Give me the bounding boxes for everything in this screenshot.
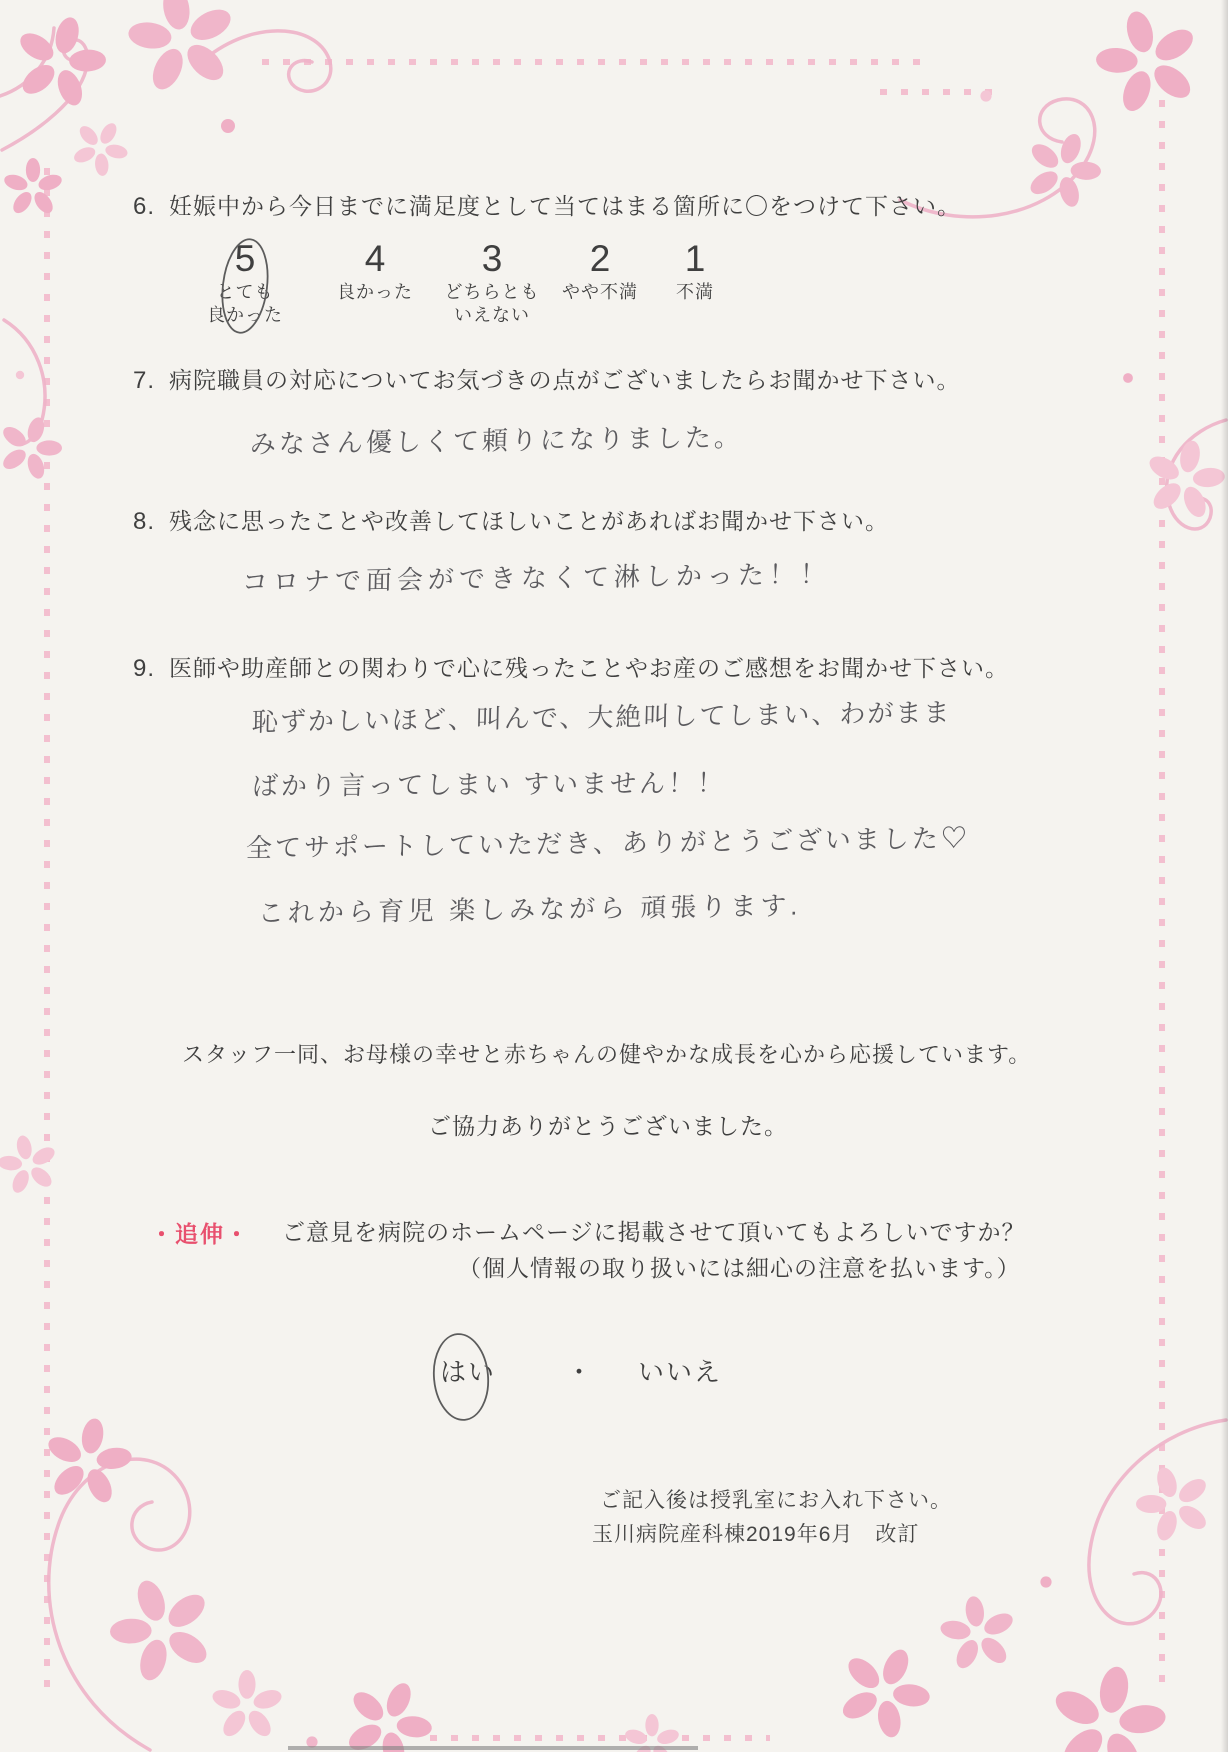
scale-label: やや不満 <box>562 281 638 302</box>
postscript-question: ご意見を病院のホームページに掲載させて頂いてもよろしいですか？ <box>282 1219 1026 1245</box>
question-9-answer-line-3: 全てサポートしていただき、ありがとうございました♡ <box>245 822 971 864</box>
question-9-answer-line-1: 恥ずかしいほど、叫んで、大絶叫してしまい、わがまま <box>251 697 952 738</box>
scale-option-1[interactable] <box>630 240 760 302</box>
question-7-heading <box>133 362 961 395</box>
staff-message: スタッフ一同、お母様の幸せと赤ちゃんの健やかな成長を心から応援しています。 <box>182 1042 1032 1067</box>
option-no[interactable]: いいえ <box>638 1357 723 1387</box>
scale-label: 良かった <box>337 281 413 302</box>
option-separator: ・ <box>566 1357 595 1387</box>
question-6-text: 妊娠中から今日までに満足度として当てはまる箇所に〇をつけて下さい。 <box>169 193 962 219</box>
rating-5-circle-mark <box>216 234 276 338</box>
scale-label: どちらとも <box>444 281 540 302</box>
question-9-text: 医師や助産師との関わりで心に残ったことやお産のご感想をお聞かせ下さい。 <box>169 655 1010 681</box>
question-9-number: 9. <box>133 655 156 682</box>
question-6-number: 6. <box>133 193 156 220</box>
scale-label: 不満 <box>676 281 714 302</box>
scale-value: 1 <box>684 238 706 279</box>
question-7-text: 病院職員の対応についてお気づきの点がございましたらお聞かせ下さい。 <box>169 367 961 393</box>
scan-artifact <box>288 1746 698 1750</box>
scale-label: 良かった <box>207 304 283 325</box>
question-8-answer-handwriting: コロナで面会ができなくて淋しかった！！ <box>241 558 832 598</box>
scale-value: 4 <box>364 238 386 279</box>
scale-value: 2 <box>589 238 611 279</box>
postscript-label: ・追伸・ <box>150 1221 250 1247</box>
question-9-answer-line-4: これから育児 楽しみながら 頑張ります. <box>257 890 802 929</box>
question-7-number: 7. <box>133 367 156 394</box>
thanks-message: ご協力ありがとうございました。 <box>428 1113 788 1139</box>
question-8-heading <box>133 503 889 536</box>
yes-circle-mark <box>426 1330 498 1428</box>
scan-artifact <box>1221 0 1228 1752</box>
scale-value: 3 <box>481 238 503 279</box>
footer-note: ご記入後は授乳室にお入れ下さい。 <box>600 1489 952 1512</box>
question-9-heading <box>133 650 1009 683</box>
scale-value: 5 <box>234 238 256 279</box>
scale-option-4[interactable] <box>310 240 440 302</box>
scale-label: いえない <box>454 304 530 325</box>
question-7-answer-handwriting: みなさん優しくて頼りになりました。 <box>249 422 744 460</box>
question-6-heading <box>133 188 961 221</box>
postscript-note: （個人情報の取り扱いには細心の注意を払います。） <box>458 1255 1021 1281</box>
option-yes[interactable]: はい <box>440 1357 497 1387</box>
question-8-text: 残念に思ったことや改善してほしいことがあればお聞かせ下さい。 <box>169 508 890 534</box>
question-8-number: 8. <box>133 508 156 535</box>
question-9-answer-line-2: ばかり言ってしまい すいません！！ <box>251 767 727 802</box>
footer-revision: 玉川病院産科棟2019年6月 改訂 <box>592 1523 920 1546</box>
scale-label: とても <box>216 281 274 302</box>
